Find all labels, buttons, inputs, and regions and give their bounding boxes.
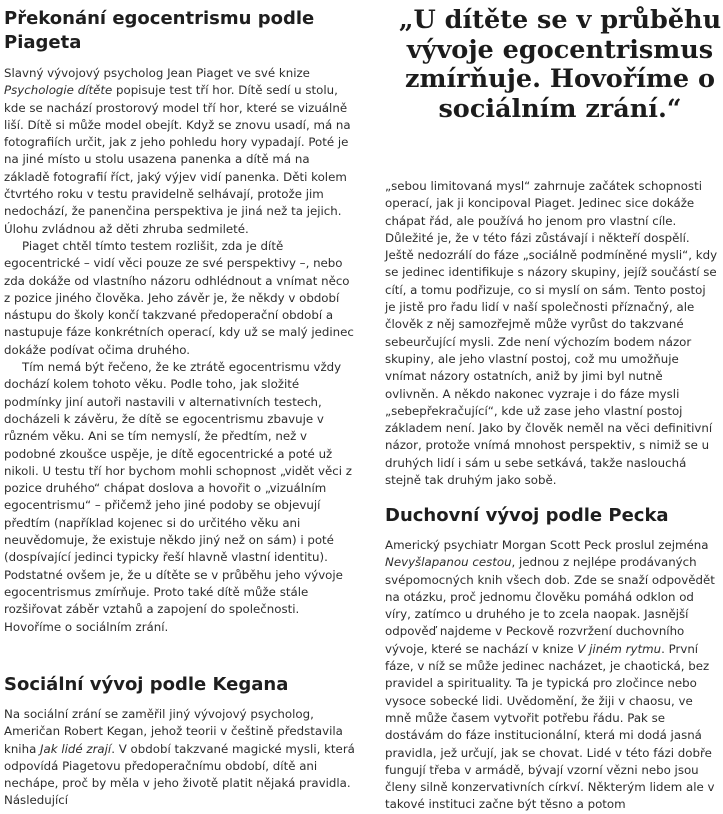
left-text-block [4, 65, 356, 636]
right-text-block-peck [385, 537, 718, 814]
heading-piaget: Překonání egocentrismu podle Piageta [4, 8, 315, 53]
book-title-jak-lide-zraji: Jak lidé zrají [40, 741, 112, 756]
book-title-nevyslapana-cesta: Nevyšlapanou cestou [385, 555, 512, 570]
book-title-psychologie-ditete: Psychologie dítěte [4, 83, 113, 98]
heading-kegan: Sociální vývoj podle Kegana [4, 674, 289, 695]
right-text-block-kegan [385, 178, 718, 489]
paragraph-piaget-goal: Piaget chtěl tímto testem rozlišit, zda je dítě egocentrické – vidí věci pouze ze své perspektivy –, nebo zda dokáže od vlastního názoru odhlédnout a vnímat něco z pozice jiného člověka. Jeho závěr je, že někdy v období nástupu do školy končí takzvané předoperační období a nastupuje fáze konkrétních operací, kdy už se malý jedinec dokáže podívat očima druhého. [4, 238, 354, 357]
left-text-block-kegan [4, 706, 356, 810]
heading-peck: Duchovní vývoj podle Pecka [385, 505, 669, 526]
book-title-v-jinem-rytmu: V jiném rytmu [577, 641, 662, 656]
paragraph-kegan-intro: Na sociální zrání se zaměřil jiný vývojový psycholog, Američan Robert Kegan, jehož teorii v češtině představila kniha Jak lidé zrají. V období takzvané magické mysli, která odpovídá Piagetovu předoperačnímu období, dítě ani nechápe, proč by měla v jeho životě platit nějaká pravidla. Následující [4, 707, 355, 808]
paragraph-kegan-stages: „sebou limitovaná mysl“ zahrnuje začátek schopnosti operací, jak ji koncipoval Piaget. Jedinec sice dokáže chápat řád, ale používá ho jenom pro vlastní cíle. Důležité je, že v této fázi zůstávají i někteří dospělí. Ještě nedozrálí do fáze „sociálně podmíněné mysli“, kdy se jedinec identifikuje s názory skupiny, jejíž součástí se cítí, a tomu podřizuje, co si myslí on sám. Tento postoj je jistě pro řadu lidí v naší společnosti příznačný, ale člověk z něj samozřejmě může vyrůst do takzvané sebeurčující mysli. Zde není výchozím bodem názor skupiny, ale jeho vlastní postoj, což mu umožňuje vnímat názory ostatních, aniž by jimi byl nutně ovlivněn. A někdo nakonec vyzraje i do fáze mysli „sebepřekračující“, kde už zase jeho vlastní postoj základem není. Jako by člověk neměl na věci definitivní názor, protože vnímá mnohost perspektiv, s nimiž se u druhých lidí i sám u sebe setkává, takže naslouchá stejně tak druhým jako sobě. [385, 179, 718, 488]
pull-quote: „U dítěte se v průběhu vývoje egocentrismus zmírňuje. Hovoříme o sociálním zrání.“ [398, 5, 722, 124]
paragraph-egocentrism-age: Tím nemá být řečeno, že ke ztrátě egocentrismu vždy dochází kolem tohoto věku. Podle toho, jak složité podmínky jiní autoři nastavili v alternativních testech, docházeli k závěru, že dítě se egocentrismu zbavuje v různém věku. Ani se tím nemyslí, že předtím, než v podobné zkoušce uspěje, je dítě egocentrické a poté už nikoli. U testu tří hor bychom mohli schopnost „vidět věci z pozice druhého“ chápat doslova a hovořit o „vizuálním egocentrismu“ – přičemž jeho jiné podoby se objevují předtím (například kojenec si do určitého věku ani neuvědomuje, že existuje někdo jiný než on sám) i poté (dospívající jedinci typicky řeší hlavně vlastní identitu). Podstatné ovšem je, že u dítěte se v průběhu jeho vývoje egocentrismus zmírňuje. Proto také dítě může stále rozšiřovat záběr vztahů a zapojení do společnosti. Hovoříme o sociálním zrání. [4, 360, 352, 634]
paragraph-peck-stages: Americký psychiatr Morgan Scott Peck proslul zejména Nevyšlapanou cestou, jednou z nejlépe prodávaných svépomocných knih všech dob. Zde se snaží odpovědět na otázku, proč jednomu člověku pomáhá odklon od víry, zatímco u druhého je to zcela naopak. Jasnější odpověď najdeme v Peckově rozvržení duchovního vývoje, které se nachází v knize V jiném rytmu. První fáze, v níž se může jedinec nacházet, je chaotická, bez pravidel a spirituality. Ta je typická pro zločince nebo vysoce sobecké lidi. Uvědomění, že žiji v chaosu, ve mně může časem vytvořit potřebu řádu. Pak se dostávám do fáze institucionální, která mi dodá jasná pravidla, jež určují, jak se chovat. Lidé v této fázi dobře fungují třeba v armádě, bývají vzorní vězni nebo jsou členy silně konzervativních církví. Některým lidem ale v takové instituci začne být těsno a potom [385, 538, 715, 812]
paragraph-three-mountains: Slavný vývojový psycholog Jean Piaget ve své knize Psychologie dítěte popisuje test tří hor. Dítě sedí u stolu, kde se nachází prostorový model tří hor, které se vizuálně liší. Dítě si může model obejít. Když se znovu usadí, má na fotografiích určit, jak z jeho pohledu hory vypadají. Poté je na jiné místo u stolu usazena panenka a dítě má na základě fotografií říct, jaký výjev vidí panenka. Děti kolem čtvrtého roku v testu pravidelně selhávají, protože jim nedochází, že panenčina perspektiva je jiná než ta jejich. Úlohu zvládnou až děti zhruba sedmileté. [4, 66, 351, 236]
